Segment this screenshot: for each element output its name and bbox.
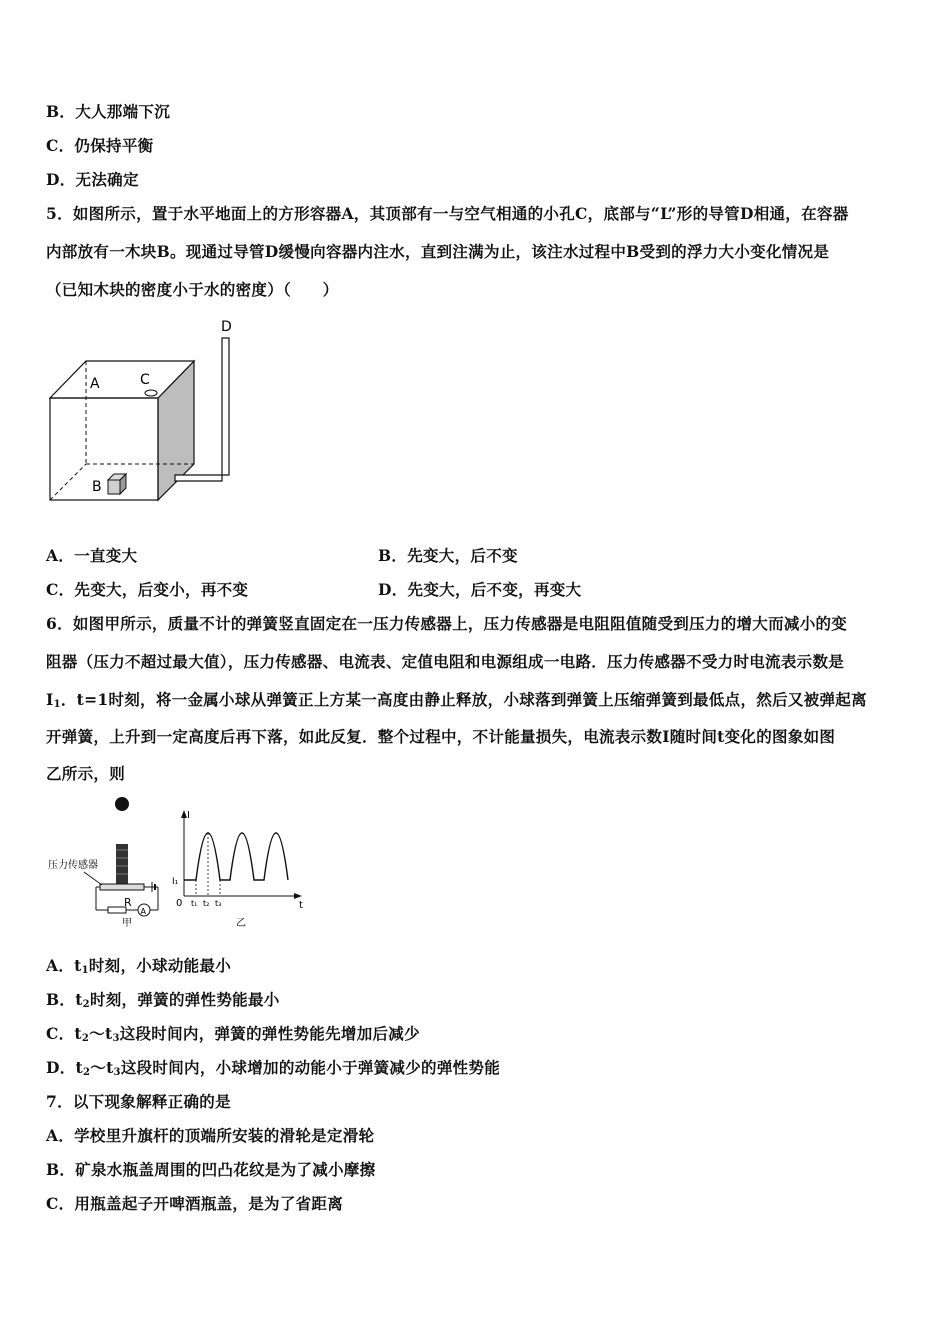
origin-label: 0 xyxy=(176,898,183,909)
q6-stem-line3: $I_1$．t=1时刻，将一金属小球从弹簧正上方某一高度由静止释放，小球落到弹簧上压缩弹簧到最低点，然后又被弹起离 xyxy=(46,690,867,710)
axis-i-label: I xyxy=(187,810,190,821)
q5-stem-line1: 5．如图所示，置于水平地面上的方形容器A，其顶部有一与空气相通的小孔C，底部与“L”形的导管D相通，在容器 xyxy=(46,204,849,223)
metal-ball xyxy=(115,797,129,811)
q4-option-b: B．大人那端下沉 xyxy=(46,102,171,121)
q6-stem-line5: 乙所示，则 xyxy=(46,764,126,783)
current-curve xyxy=(184,833,288,880)
axis-t-label: t xyxy=(299,900,303,911)
q6-stem-line2: 阻器（压力不超过最大值），压力传感器、电流表、定值电阻和电源组成一电路．压力传感器不受力时电流表示数是 xyxy=(46,652,845,671)
q6-option-a: A．$t_1$时刻，小球动能最小 xyxy=(46,956,232,976)
q6-option-b: B．$t_2$时刻，弹簧的弹性势能最小 xyxy=(46,990,280,1010)
t2-label: t₂ xyxy=(203,899,210,908)
q7-option-c: C．用瓶盖起子开啤酒瓶盖，是为了省距离 xyxy=(46,1194,344,1213)
sensor-label: 压力传感器 xyxy=(48,860,98,871)
q5-option-b: B．先变大，后不变 xyxy=(378,546,518,565)
q7-option-b: B．矿泉水瓶盖周围的凹凸花纹是为了减小摩擦 xyxy=(46,1160,376,1179)
q6-option-c: C．$t_2\sim t_3$这段时间内，弹簧的弹性势能先增加后减少 xyxy=(46,1024,420,1044)
i1-label: I₁ xyxy=(172,877,179,887)
q5-option-d: D．先变大，后不变，再变大 xyxy=(378,580,582,599)
q5-container-figure xyxy=(44,314,264,509)
container-front-face xyxy=(50,398,158,500)
q6-option-d: D．$t_2\sim t_3$这段时间内，小球增加的动能小于弹簧减少的弹性势能 xyxy=(46,1058,501,1078)
q6-stem-line1: 6．如图甲所示，质量不计的弹簧竖直固定在一压力传感器上，压力传感器是电阻阻值随受到压力的增大而减小的变 xyxy=(46,614,848,633)
q5-option-a: A．一直变大 xyxy=(46,546,138,565)
q4-option-c: C．仍保持平衡 xyxy=(46,136,154,155)
label-c: C xyxy=(140,372,150,388)
label-b: B xyxy=(92,479,102,495)
t3-label: t₃ xyxy=(215,899,222,908)
q5-option-c: C．先变大，后变小，再不变 xyxy=(46,580,249,599)
q6-figure xyxy=(44,792,314,932)
pressure-sensor xyxy=(100,884,144,890)
q6-stem-line4: 开弹簧，上升到一定高度后再下落，如此反复．整个过程中，不计能量损失，电流表示数I随时间t变化的图象如图 xyxy=(46,727,836,746)
q4-option-d: D．无法确定 xyxy=(46,170,139,189)
ammeter-label: A xyxy=(140,907,146,916)
t1-label: t₁ xyxy=(191,899,198,908)
caption-jia: 甲 xyxy=(122,918,132,929)
label-d: D xyxy=(221,319,232,335)
q7-option-a: A．学校里升旗杆的顶端所安装的滑轮是定滑轮 xyxy=(46,1126,375,1145)
resistor-label: R xyxy=(124,896,132,909)
q7-stem: 7．以下现象解释正确的是 xyxy=(46,1092,231,1111)
label-a: A xyxy=(90,376,100,392)
q5-stem-line2: 内部放有一木块B。现通过导管D缓慢向容器内注水，直到注满为止，该注水过程中B受到的浮力大小变化情况是 xyxy=(46,242,830,261)
caption-yi: 乙 xyxy=(236,918,246,929)
wood-block-b xyxy=(108,480,120,494)
hole-c xyxy=(145,390,157,396)
q5-stem-line3: （已知木块的密度小于水的密度）（ ） xyxy=(46,280,339,299)
